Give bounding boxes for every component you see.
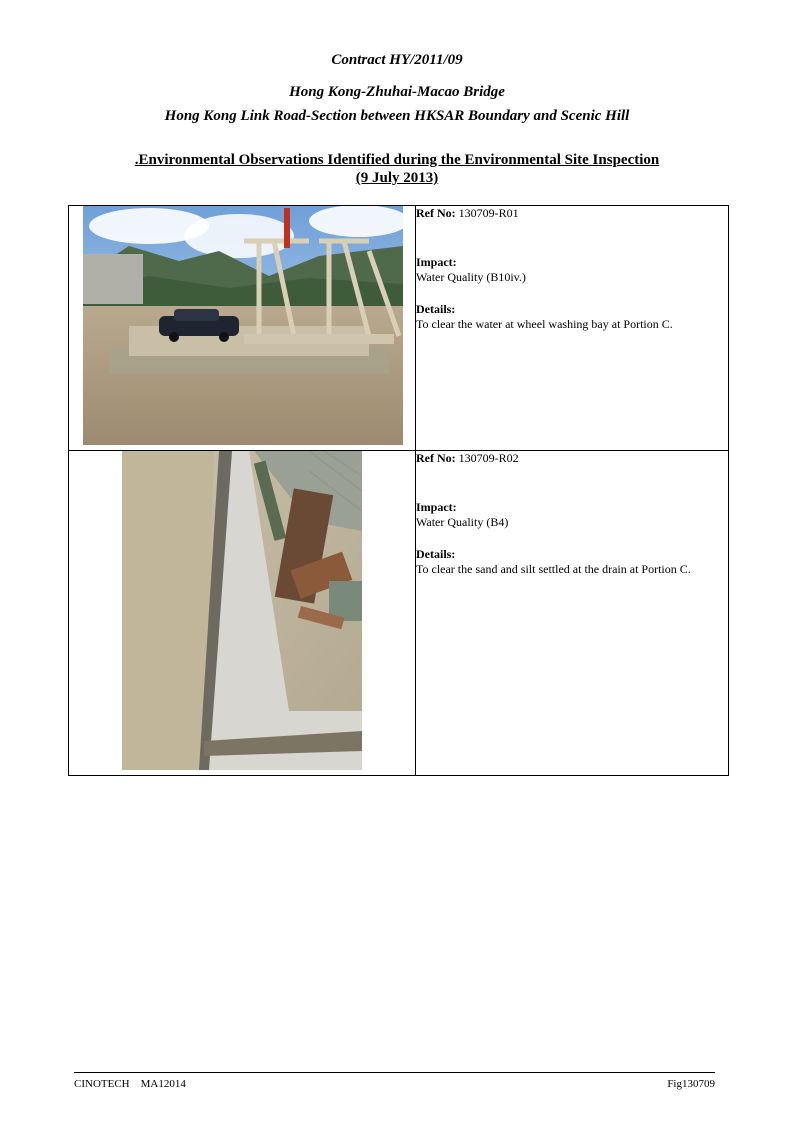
site-photo-wheel-washing-bay	[69, 206, 415, 445]
project-name: Hong Kong-Zhuhai-Macao Bridge	[289, 84, 505, 100]
impact-label: Impact:	[416, 255, 457, 269]
impact-label: Impact:	[416, 500, 457, 514]
details-label: Details:	[416, 302, 456, 316]
observation-details	[416, 451, 729, 776]
ref-value: 130709-R01	[458, 206, 519, 220]
ref-line	[416, 451, 728, 466]
ref-line	[416, 206, 728, 221]
impact-value: Water Quality (B4)	[416, 515, 509, 529]
details-value: To clear the sand and silt settled at the drain at Portion C.	[416, 562, 691, 576]
contract-number: Contract HY/2011/09	[331, 52, 463, 68]
section-name: Hong Kong Link Road-Section between HKSAR Boundary and Scenic Hill	[164, 108, 630, 124]
ref-value: 130709-R02	[458, 451, 519, 465]
footer-figure-number: Fig130709	[667, 1078, 715, 1090]
details-value: To clear the water at wheel washing bay at Portion C.	[416, 317, 673, 331]
footer-company: CINOTECH MA12014	[74, 1078, 186, 1090]
ref-label: Ref No:	[416, 451, 456, 465]
page-title: .Environmental Observations Identified during the Environmental Site Inspection	[134, 152, 660, 168]
ref-label: Ref No:	[416, 206, 456, 220]
photo-cell	[69, 206, 416, 451]
observation-details	[416, 206, 729, 451]
site-photo-drain	[69, 451, 415, 770]
inspection-date: (9 July 2013)	[355, 170, 439, 186]
details-label: Details:	[416, 547, 456, 561]
observations-table	[68, 205, 729, 776]
footer-divider	[74, 1072, 715, 1073]
observation-row	[69, 451, 729, 776]
photo-cell	[69, 451, 416, 776]
observation-row	[69, 206, 729, 451]
impact-value: Water Quality (B10iv.)	[416, 270, 526, 284]
